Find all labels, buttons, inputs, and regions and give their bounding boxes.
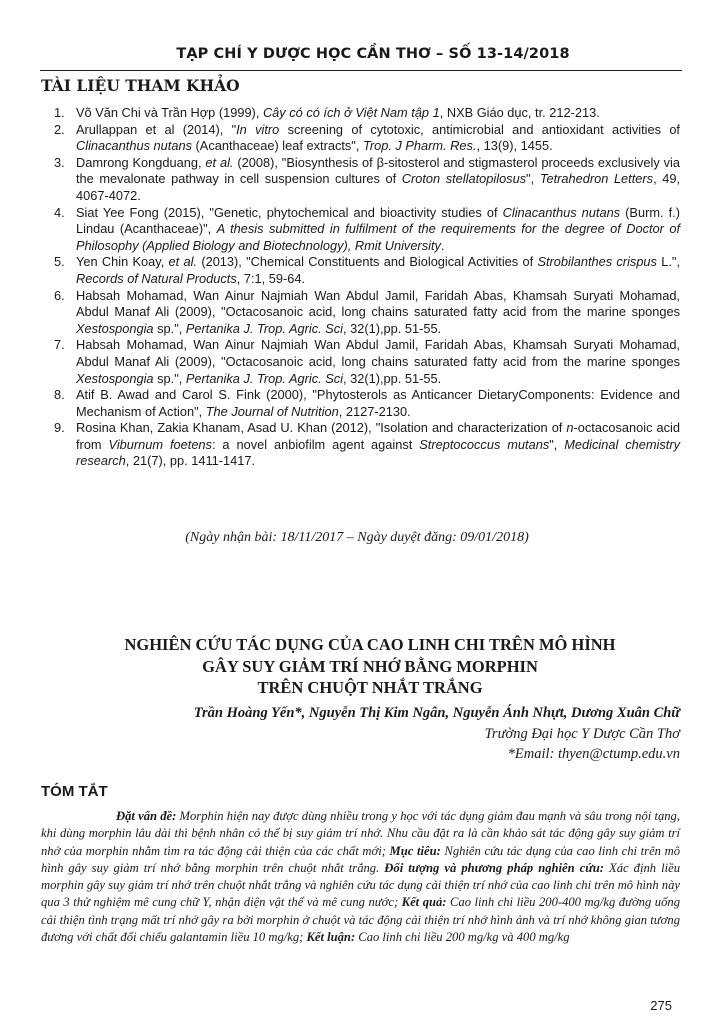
reference-number: 7. bbox=[54, 337, 65, 353]
reference-italic-text: et al. bbox=[205, 154, 234, 170]
reference-text: Damrong Kongduang, bbox=[76, 154, 206, 170]
reference-item bbox=[54, 337, 680, 387]
reference-italic-text: The Journal of Nutrition bbox=[205, 403, 339, 419]
reference-italic-text: et al. bbox=[168, 254, 198, 270]
reference-text: (Burm. f.) Lindau (Acanthaceae)", bbox=[76, 204, 681, 237]
reference-italic-text: Strobilanthes crispus bbox=[537, 254, 657, 270]
reference-item bbox=[54, 420, 680, 470]
abstract-body bbox=[41, 808, 680, 946]
corresponding-email: *Email: thyen@ctump.edu.vn bbox=[507, 746, 680, 762]
reference-number: 3. bbox=[54, 154, 65, 170]
reference-italic-text: Medicinal chemistry research bbox=[76, 436, 680, 469]
reference-text: (Acanthaceae) leaf extracts", bbox=[191, 138, 363, 154]
reference-item bbox=[54, 105, 680, 122]
reference-text: -octacosanoic acid from bbox=[76, 420, 680, 452]
abstract-text: Cao linh chi liều 200 mg/kg và 400 mg/kg bbox=[355, 930, 570, 945]
reference-item bbox=[54, 387, 680, 420]
reference-italic-text: Tetrahedron Letters bbox=[539, 171, 654, 187]
abstract-text: Cao linh chi liều 200-400 mg/kg đường uống cải thiện tình trạng mất trí nhớ gây ra bởi morphin ở chuột và tác động cải thiện trí nhớ hình ảnh và trí nhớ không gian tương đương với chất đối chiếu galantamin liều 10 mg/kg; bbox=[41, 895, 680, 945]
abstract-section-label: Kết quả: bbox=[401, 895, 447, 910]
reference-text: (2008), "Biosynthesis of β-sitosterol and stigmasterol proceeds exclusively via the mevalonate pathway in cell suspension cultures of bbox=[76, 154, 680, 187]
abstract-section-label: Đặt vấn đề: bbox=[116, 809, 177, 823]
reference-text: Siat Yee Fong (2015), "Genetic, phytochemical and bioactivity studies of bbox=[76, 204, 503, 220]
reference-text: Arullappan et al (2014), " bbox=[76, 121, 237, 137]
abstract-heading: TÓM TẮT bbox=[41, 783, 108, 800]
reference-item bbox=[54, 287, 680, 338]
reference-text: ", bbox=[526, 171, 540, 187]
article-title-line: NGHIÊN CỨU TÁC DỤNG CỦA CAO LINH CHI TRÊN MÔ HÌNH bbox=[124, 635, 616, 654]
reference-text: sp.", bbox=[153, 370, 186, 386]
reference-text: Yen Chin Koay, bbox=[76, 254, 169, 270]
reference-italic-text: Xestospongia bbox=[76, 370, 154, 386]
reference-text: Habsah Mohamad, Wan Ainur Najmiah Wan Abdul Jamil, Faridah Abas, Khamsah Suryati Mohamad, Abdul Manaf Ali (2009), "Octacosanoic acid, long chains saturated fatty acid from the marine sponges bbox=[76, 337, 680, 369]
author-affiliation: Trường Đại học Y Dược Cần Thơ bbox=[484, 726, 680, 742]
reference-italic-text: A thesis submitted in fulfilment of the requirements for the degree of Doctor of Philosophy (Applied Biology and Biotechnology), Rmit University bbox=[76, 221, 680, 253]
reference-text: screening of cytotoxic, antimicrobial and antioxidant activities of bbox=[279, 121, 680, 137]
reference-text: Atif B. Awad and Carol S. Fink (2000), "Phytosterols as Anticancer DietaryComponents: Evidence and Mechanism of Action", bbox=[76, 387, 680, 419]
reference-text: (2013), "Chemical Constituents and Biological Activities of bbox=[197, 254, 538, 270]
abstract-text: Xác định liều morphin gây suy giảm trí nhớ trên chuột nhắt trắng và nghiên cứu tác dụng cải thiện trí nhớ của cao linh chi trên mô hình này qua 3 thử nghiệm mê cung chữ Y, nhận diện vật thể và mê cung nước; bbox=[41, 860, 680, 910]
reference-text: , NXB Giáo dục, tr. 212-213. bbox=[439, 105, 600, 120]
reference-italic-text: Viburnum foetens bbox=[108, 436, 212, 452]
article-title bbox=[60, 634, 680, 699]
article-authors: Trần Hoàng Yến*, Nguyễn Thị Kim Ngân, Nguyễn Ánh Nhựt, Dương Xuân Chữ bbox=[193, 705, 680, 721]
reference-text: Võ Văn Chi và Trần Hợp (1999), bbox=[76, 105, 263, 120]
reference-text: . bbox=[440, 237, 445, 253]
reference-italic-text: Trop. J Pharm. Res. bbox=[362, 138, 477, 154]
reference-italic-text: Croton stellatopilosus bbox=[401, 171, 527, 187]
reference-text: ", bbox=[549, 436, 565, 452]
reference-italic-text: Clinacanthus nutans bbox=[76, 138, 192, 154]
reference-number: 9. bbox=[54, 420, 65, 436]
reference-text: sp.", bbox=[153, 320, 186, 336]
reference-italic-text: Pertanika J. Trop. Agric. Sci bbox=[185, 370, 344, 386]
reference-number: 2. bbox=[54, 121, 65, 137]
reference-italic-text: Pertanika J. Trop. Agric. Sci bbox=[185, 320, 344, 336]
reference-text: , 21(7), pp. 1411-1417. bbox=[125, 453, 256, 469]
abstract-section-label: Đối tượng và phương pháp nghiên cứu: bbox=[384, 860, 604, 875]
reference-text: , 32(1),pp. 51-55. bbox=[343, 320, 442, 336]
reference-text: , 13(9), 1455. bbox=[476, 138, 553, 154]
reference-list bbox=[54, 105, 681, 470]
reference-italic-text: n bbox=[566, 420, 574, 436]
reference-item bbox=[54, 204, 681, 255]
abstract-text: Nghiên cứu tác dụng của cao linh chi trên mô hình gây suy giảm trí nhớ bằng morphin trên chuột nhắt trắng. bbox=[41, 843, 681, 875]
reference-number: 4. bbox=[54, 204, 65, 220]
reference-italic-text: Xestospongia bbox=[76, 320, 154, 336]
reference-text: Rosina Khan, Zakia Khanam, Asad U. Khan (2012), "Isolation and characterization of bbox=[76, 420, 567, 436]
abstract-section-label: Mục tiêu: bbox=[389, 843, 441, 858]
reference-text: , 2127-2130. bbox=[338, 403, 411, 419]
reference-text: , 49, 4067-4072. bbox=[76, 171, 681, 203]
reference-italic-text: Streptococcus mutans bbox=[419, 436, 550, 452]
reference-item bbox=[54, 254, 681, 287]
header-divider bbox=[40, 70, 682, 71]
reference-number: 5. bbox=[54, 254, 65, 270]
reference-item bbox=[54, 154, 681, 205]
article-title-line: TRÊN CHUỘT NHẮT TRẮNG bbox=[257, 678, 483, 697]
references-heading: TÀI LIỆU THAM KHẢO bbox=[41, 76, 240, 95]
received-accepted-dates: (Ngày nhận bài: 18/11/2017 – Ngày duyệt đăng: 09/01/2018) bbox=[185, 530, 529, 545]
reference-text: , 7:1, 59-64. bbox=[236, 270, 306, 286]
reference-text: L.", bbox=[656, 254, 681, 270]
reference-text: , 32(1),pp. 51-55. bbox=[343, 370, 442, 386]
reference-number: 6. bbox=[54, 287, 65, 303]
reference-text: Habsah Mohamad, Wan Ainur Najmiah Wan Abdul Jamil, Faridah Abas, Khamsah Suryati Mohamad, Abdul Manaf Ali (2009), "Octacosanoic acid, long chains saturated fatty acid from the marine sponges bbox=[76, 287, 680, 320]
reference-italic-text: Records of Natural Products bbox=[76, 270, 237, 286]
article-title-line: GÂY SUY GIẢM TRÍ NHỚ BẰNG MORPHIN bbox=[202, 656, 538, 676]
reference-number: 8. bbox=[54, 387, 65, 403]
reference-italic-text: Cây có có ích ở Việt Nam tập 1 bbox=[262, 105, 440, 120]
reference-italic-text: In vitro bbox=[236, 121, 280, 137]
abstract-text: Morphin hiện nay được dùng nhiều trong y học với tác dụng giảm đau mạnh và sâu trong nội tạng, khi dùng morphin lâu dài thì bệnh nhân có thể bị suy giảm trí nhớ. Nhu cầu đặt ra là cần khảo sát tác động gây suy giảm trí nhớ của morphin nhằm tìm ra tác động cải thiện của các chất mới; bbox=[41, 809, 680, 858]
reference-text: : a novel anbiofilm agent against bbox=[211, 436, 420, 452]
running-header: TẠP CHÍ Y DƯỢC HỌC CẦN THƠ – SỐ 13-14/2018 bbox=[176, 46, 570, 62]
page-number: 275 bbox=[650, 998, 672, 1013]
reference-italic-text: Clinacanthus nutans bbox=[502, 204, 621, 220]
reference-item bbox=[54, 121, 680, 155]
abstract-section-label: Kết luận: bbox=[306, 930, 356, 945]
reference-number: 1. bbox=[54, 105, 65, 120]
